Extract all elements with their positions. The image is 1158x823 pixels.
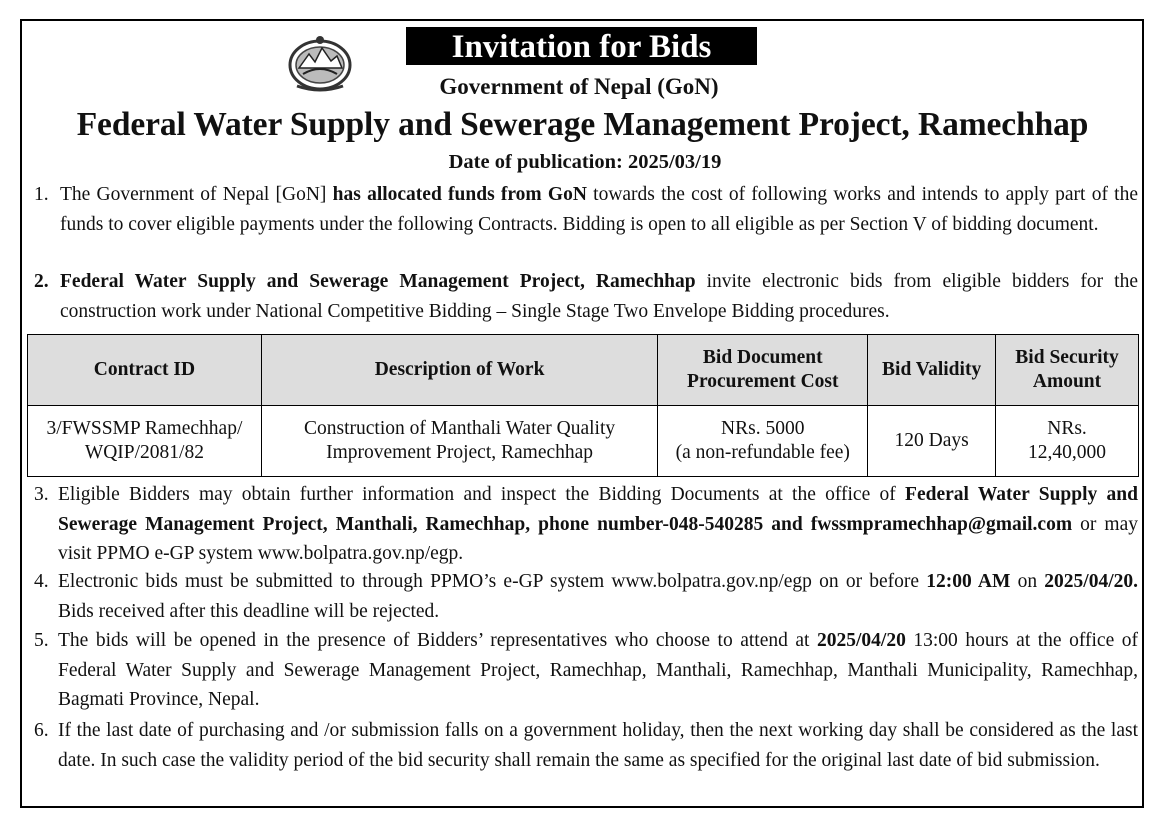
paragraph-number: 2. bbox=[34, 271, 49, 292]
paragraph-number: 5. bbox=[34, 630, 49, 651]
paragraph-number: 4. bbox=[34, 571, 49, 592]
header-contract-id: Contract ID bbox=[28, 335, 262, 406]
header-description: Description of Work bbox=[261, 335, 658, 406]
header-bid-security: Bid Security Amount bbox=[996, 335, 1139, 406]
cell-bid-validity: 120 Days bbox=[868, 406, 996, 477]
project-name: Federal Water Supply and Sewerage Management Project, Ramechhap bbox=[76, 106, 1089, 143]
cell-procurement-cost: NRs. 5000 (a non-refundable fee) bbox=[658, 406, 868, 477]
notice-title: Invitation for Bids bbox=[406, 27, 757, 65]
table-row bbox=[28, 406, 1139, 477]
paragraph-1: 1. The Government of Nepal [GoN] has allocated funds from GoN towards the cost of following works and intends to apply part of the funds to cover eligible payments under the following Contracts. Bidding is open to all eligible as per Section V of bidding document. bbox=[34, 180, 1138, 239]
paragraph-4: 4. Electronic bids must be submitted to through PPMO’s e-GP system www.bolpatra.gov.np/egp on or before 12:00 AM on 2025/04/20. Bids received after this deadline will be rejected. bbox=[34, 567, 1138, 626]
government-name: Government of Nepal (GoN) bbox=[439, 74, 719, 99]
header-bid-validity: Bid Validity bbox=[868, 335, 996, 406]
header-procurement-cost: Bid Document Procurement Cost bbox=[658, 335, 868, 406]
paragraph-number: 3. bbox=[34, 484, 49, 505]
paragraph-2: 2. Federal Water Supply and Sewerage Management Project, Ramechhap invite electronic bids from eligible bidders for the construction work under National Competitive Bidding – Single Stage Two Envelope Bidding procedures. bbox=[34, 267, 1138, 326]
contract-table bbox=[27, 334, 1139, 477]
paragraph-6: 6. If the last date of purchasing and /or submission falls on a government holiday, then the next working day shall be considered as the last date. In such case the validity period of the bid security shall remain the same as specified for the original last date of bid submission. bbox=[34, 716, 1138, 775]
cell-bid-security: NRs. 12,40,000 bbox=[996, 406, 1139, 477]
publication-date: Date of publication: 2025/03/19 bbox=[448, 151, 722, 173]
cell-description: Construction of Manthali Water Quality Improvement Project, Ramechhap bbox=[261, 406, 658, 477]
table-header-row bbox=[28, 335, 1139, 406]
paragraph-5: 5. The bids will be opened in the presence of Bidders’ representatives who choose to attend at 2025/04/20 13:00 hours at the office of Federal Water Supply and Sewerage Management Project, Ramechhap, Manthali, Ramechhap, Manthali Municipality, Ramechhap, Bagmati Province, Nepal. bbox=[34, 626, 1138, 715]
paragraph-number: 6. bbox=[34, 720, 49, 741]
paragraph-number: 1. bbox=[34, 184, 49, 205]
paragraph-3: 3. Eligible Bidders may obtain further information and inspect the Bidding Documents at the office of Federal Water Supply and Sewerage Management Project, Manthali, Ramechhap, phone number-048-540285 and fwssmpramechhap@gmail.com or may visit PPMO e-GP system www.bolpatra.gov.np/egp. bbox=[34, 480, 1138, 569]
cell-contract-id: 3/FWSSMP Ramechhap/ WQIP/2081/82 bbox=[28, 406, 262, 477]
